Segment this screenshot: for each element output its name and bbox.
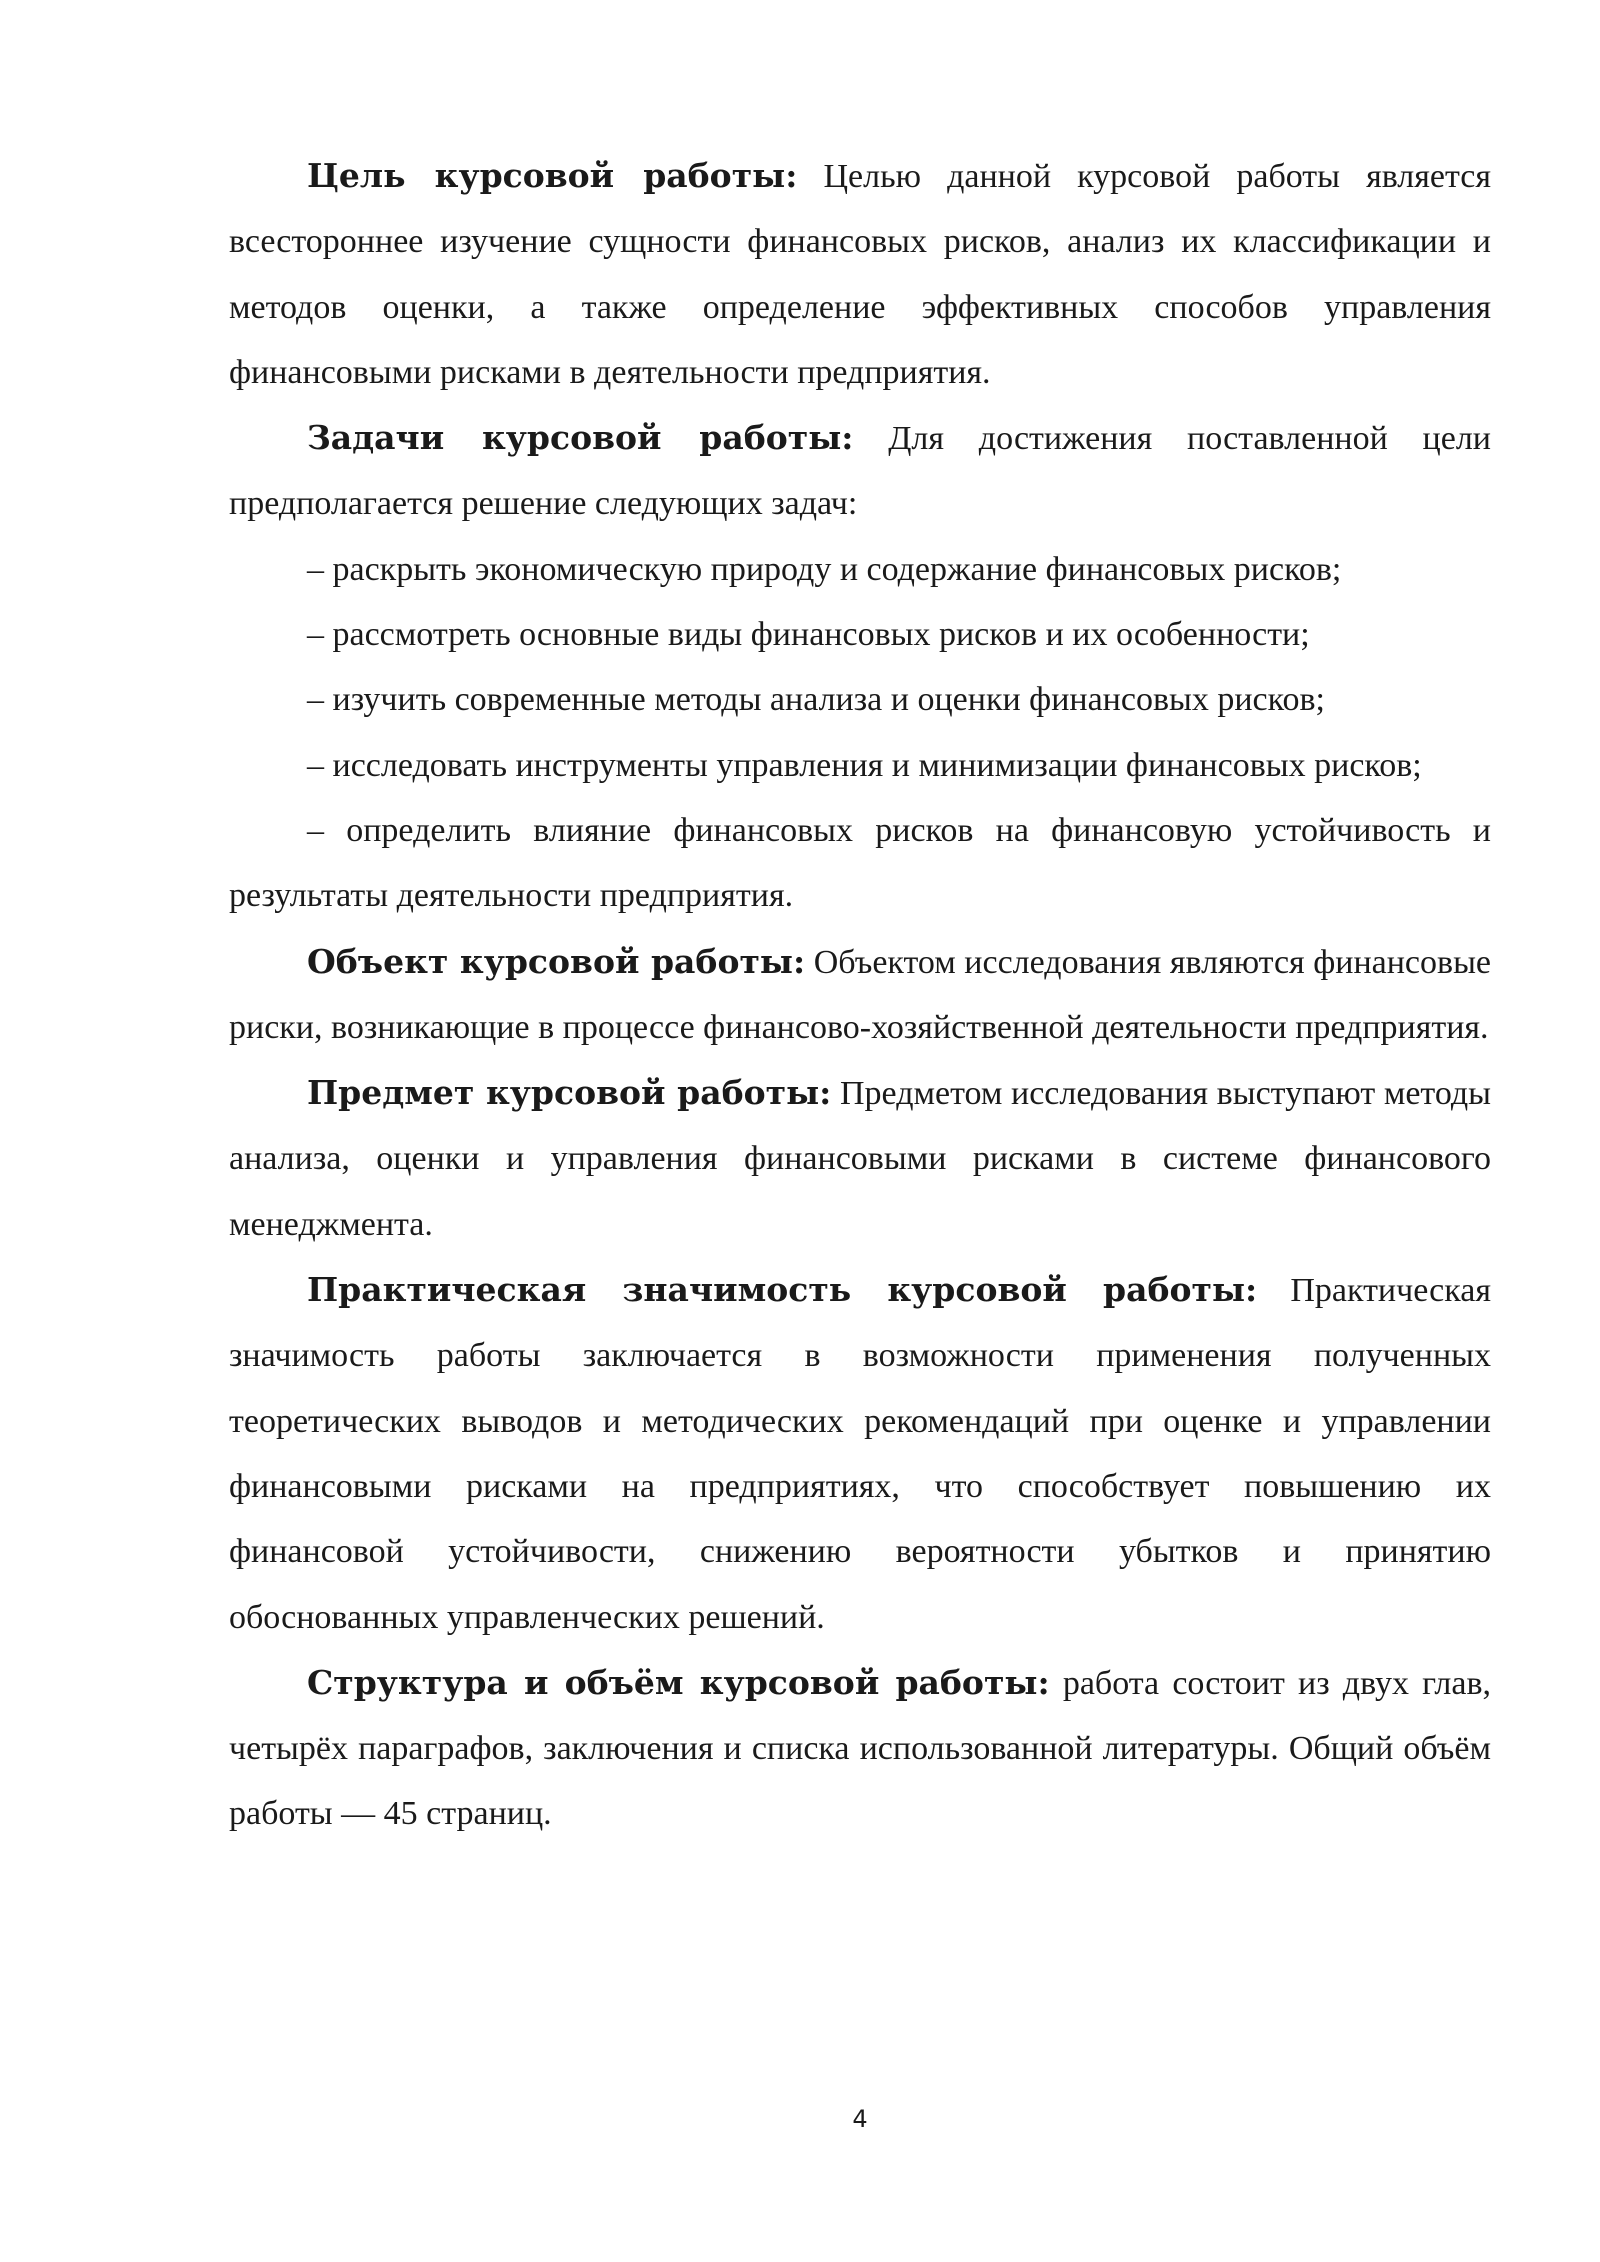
goal-heading: Цель курсовой работы:	[307, 156, 798, 195]
page-number: 4	[852, 2105, 868, 2133]
object-paragraph	[229, 929, 1491, 1061]
object-heading: Объект курсовой работы:	[307, 941, 806, 981]
subject-heading: Предмет курсовой работы:	[307, 1073, 832, 1113]
tasks-heading: Задачи курсовой работы:	[307, 418, 854, 458]
task-item: – рассмотреть основные виды финансовых рисков и их особенности;	[307, 616, 1310, 654]
task-item: – определить влияние финансовых рисков на финансовую устойчивость и результаты деятельности предприятия.	[229, 811, 1491, 915]
goal-paragraph	[229, 143, 1491, 405]
significance-text: Практическая значимость работы заключается в возможности применения полученных теоретических выводов и методических рекомендаций при оценке и управлении финансовыми рисками на предприятиях, что способствует повышению их финансовой устойчивости, снижению вероятности убытков и принятию обоснованных управленческих решений.	[229, 1272, 1491, 1636]
subject-text: Предметом исследования выступают методы анализа, оценки и управления финансовыми рисками в системе финансового менеджмента.	[229, 1075, 1491, 1243]
structure-paragraph	[229, 1650, 1491, 1847]
task-item: – раскрыть экономическую природу и содержание финансовых рисков;	[307, 550, 1342, 588]
document-page	[229, 143, 1491, 1847]
significance-paragraph	[229, 1257, 1491, 1650]
tasks-paragraph	[229, 405, 1491, 537]
structure-text: работа состоит из двух глав, четырёх параграфов, заключения и списка использованной литературы. Общий объём работы — 45 страниц.	[229, 1664, 1492, 1833]
task-item: – изучить современные методы анализа и оценки финансовых рисков;	[307, 681, 1325, 719]
significance-heading: Практическая значимость курсовой работы:	[307, 1270, 1258, 1310]
object-text: Объектом исследования являются финансовые риски, возникающие в процессе финансово-хозяйственной деятельности предприятия.	[229, 943, 1492, 1046]
tasks-text: Для достижения поставленной цели предполагается решение следующих задач:	[229, 420, 1491, 523]
goal-text: Целью данной курсовой работы является всестороннее изучение сущности финансовых рисков, анализ их классификации и методов оценки, а также определение эффективных способов управления финансовыми рисками в деятельности предприятия.	[229, 158, 1492, 391]
subject-paragraph	[229, 1060, 1491, 1257]
task-item: – исследовать инструменты управления и минимизации финансовых рисков;	[307, 746, 1422, 784]
structure-heading: Структура и объём курсовой работы:	[307, 1662, 1050, 1702]
